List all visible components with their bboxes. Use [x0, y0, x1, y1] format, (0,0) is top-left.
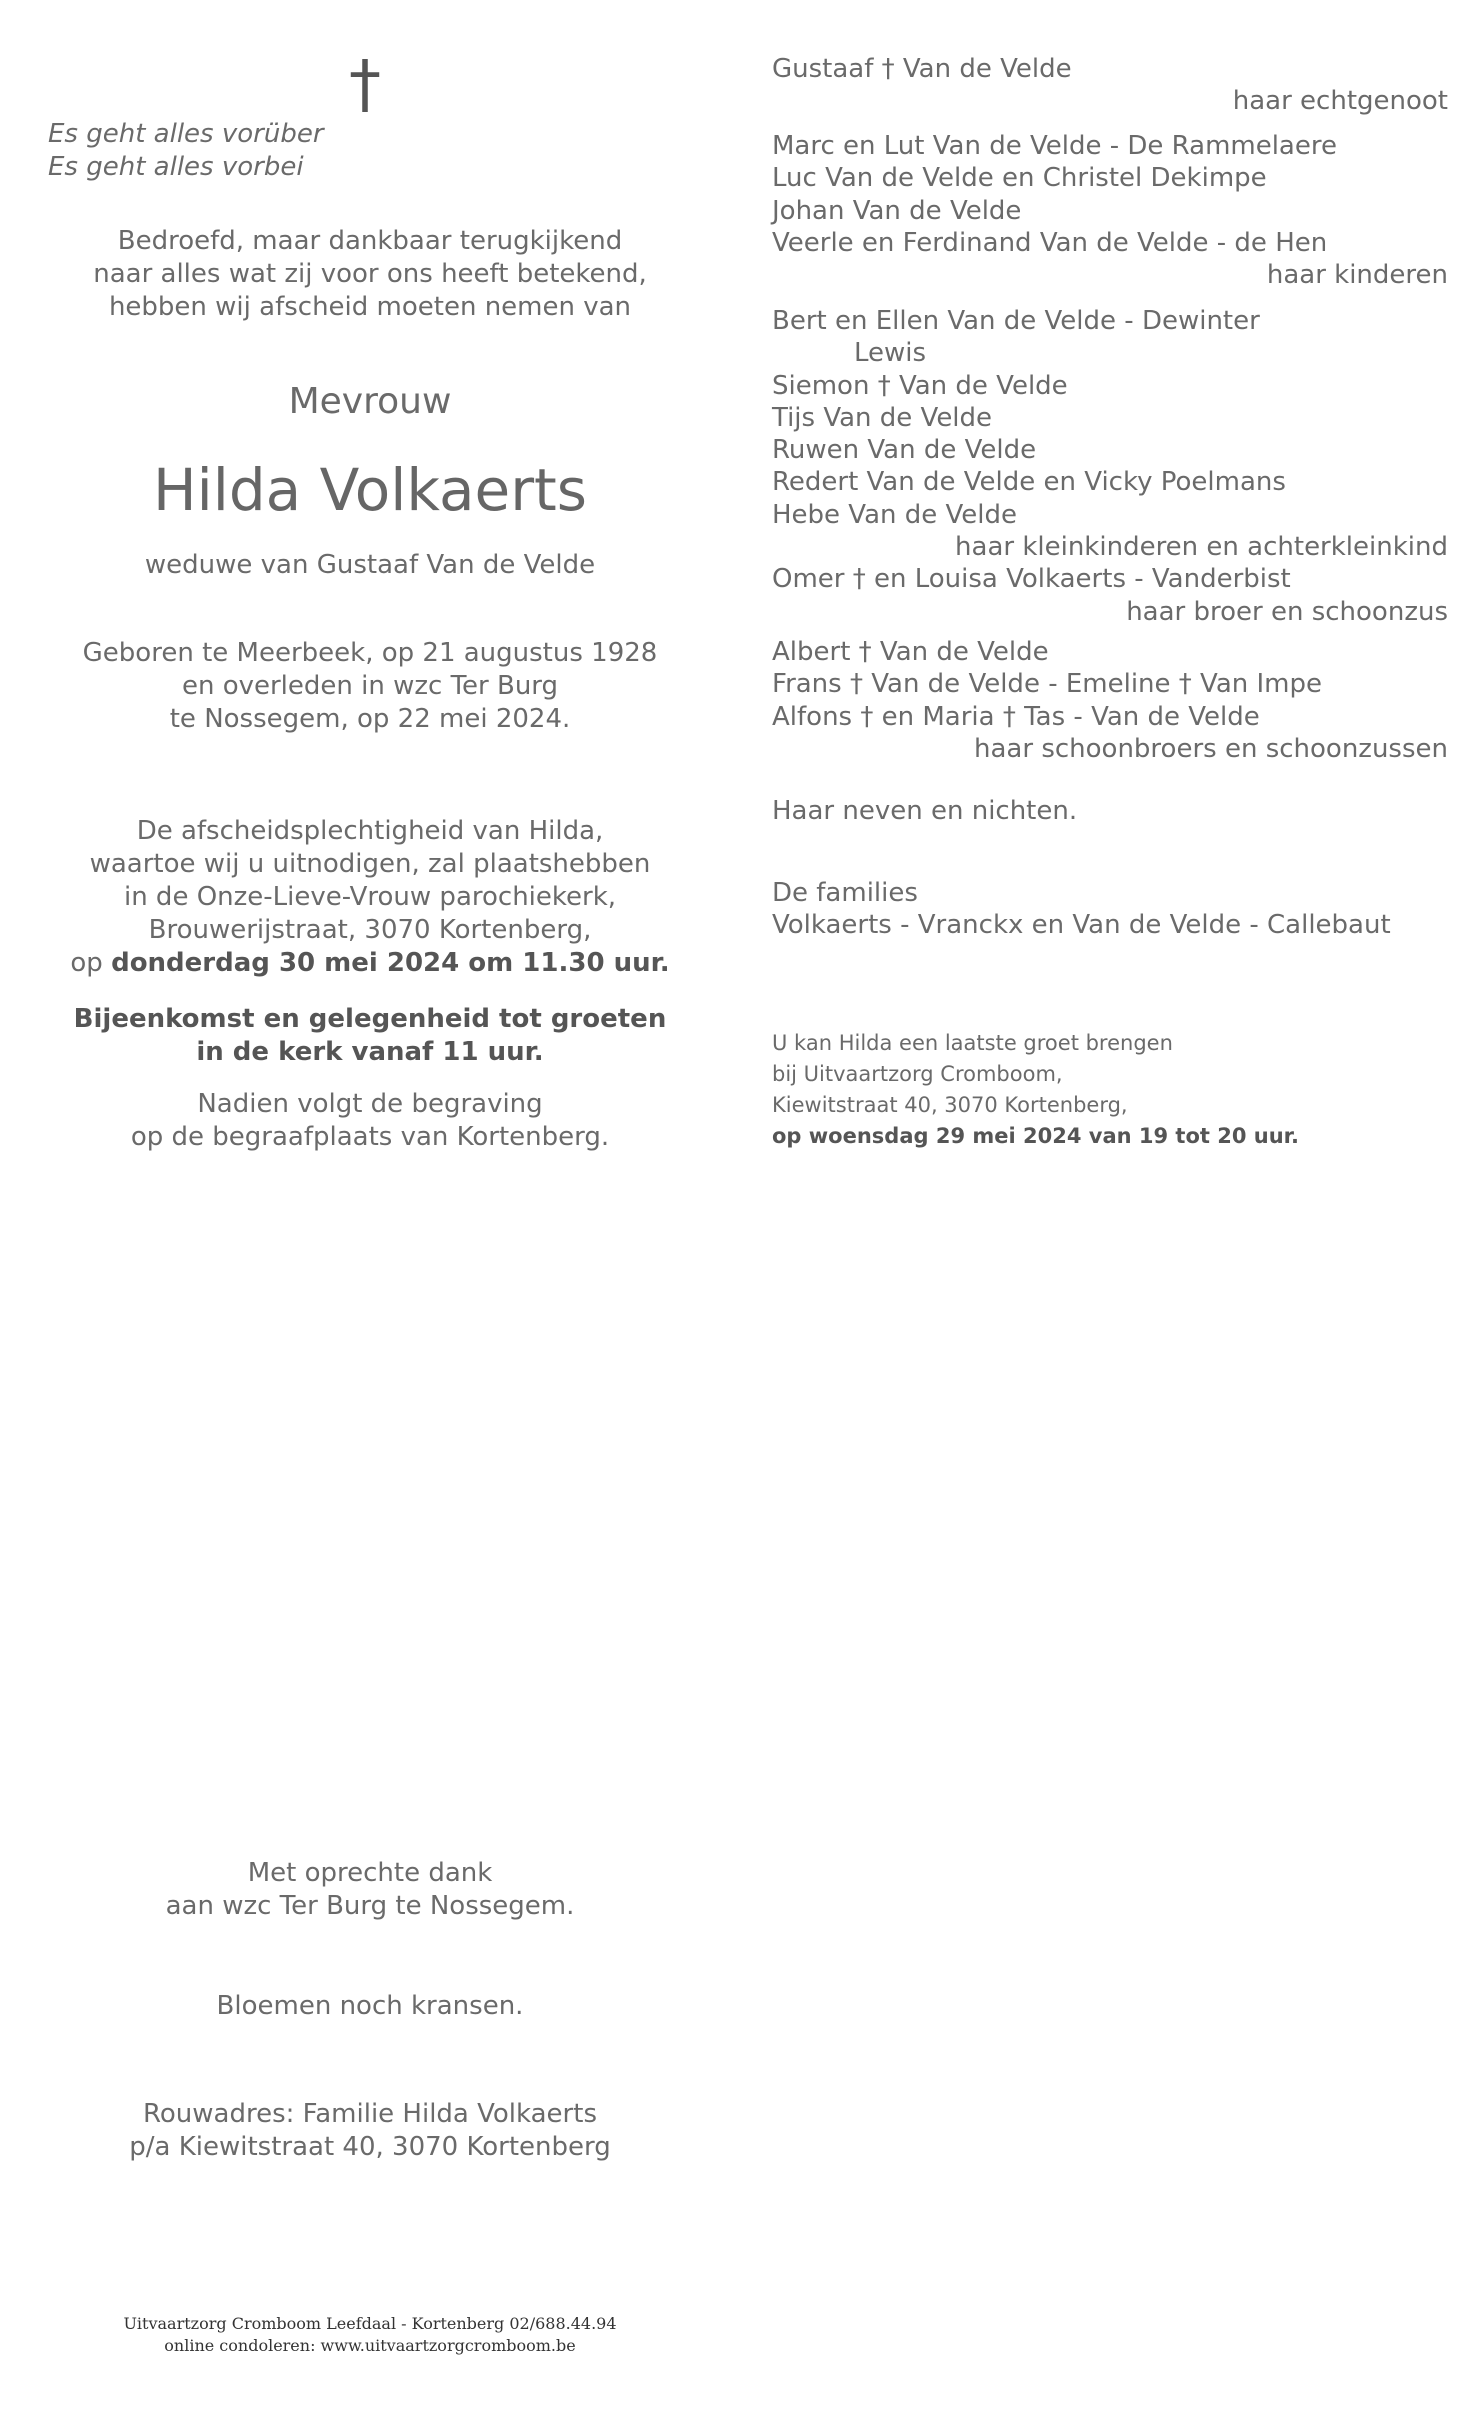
families-line: De families [772, 878, 918, 908]
birth-line: Geboren te Meerbeek, op 21 augustus 1928 [82, 638, 658, 668]
intro-line: hebben wij afscheid moeten nemen van [108, 292, 632, 322]
ceremony-line: waartoe wij u uitnodigen, zal plaatshebben [89, 849, 651, 879]
relation-label: haar echtgenoot [1232, 86, 1448, 117]
visitation-date: op woensdag 29 mei 2024 van 19 tot 20 uur. [772, 1124, 1300, 1148]
footer-line: Uitvaartzorg Cromboom Leefdaal - Kortenberg 02/688.44.94 [123, 2314, 617, 2333]
family-member: Alfons † en Maria † Tas - Van de Velde [772, 701, 1260, 732]
gathering-line: Bijeenkomst en gelegenheid tot groeten [73, 1004, 667, 1034]
family-member: Albert † Van de Velde [772, 637, 1049, 667]
family-member: Tijs Van de Velde [772, 402, 993, 433]
family-spouse [772, 53, 1448, 118]
family-children [772, 130, 1448, 291]
burial-line: op de begraafplaats van Kortenberg. [130, 1122, 610, 1152]
address-line: p/a Kiewitstraat 40, 3070 Kortenberg [129, 2132, 611, 2162]
family-member: Frans † Van de Velde - Emeline † Van Impe [772, 669, 1322, 700]
gathering-text [30, 1003, 710, 1069]
family-member: Lewis [854, 338, 927, 369]
burial-text [30, 1088, 710, 1154]
ceremony-date-line [30, 947, 710, 980]
ceremony-line: Brouwerijstraat, 3070 Kortenberg, [148, 915, 592, 945]
thanks-line: Met oprechte dank [247, 1858, 493, 1888]
intro-text [30, 225, 710, 324]
quote-line: Es geht alles vorüber [48, 119, 324, 149]
family-member: Bert en Ellen Van de Velde - Dewinter [772, 306, 1260, 336]
visitation-line: bij Uitvaartzorg Cromboom, [772, 1062, 1063, 1086]
relation-label: haar schoonbroers en schoonzussen [974, 733, 1448, 764]
address-line: Rouwadres: Familie Hilda Volkaerts [143, 2099, 597, 2129]
ceremony-line: De afscheidsplechtigheid van Hilda, [136, 816, 604, 846]
birth-death-text [30, 637, 710, 736]
family-in-laws [772, 636, 1448, 765]
family-member: Omer † en Louisa Volkaerts - Vanderbist [772, 564, 1291, 595]
visitation-line: U kan Hilda een laatste groet brengen [772, 1031, 1173, 1055]
quote [48, 118, 324, 184]
family-member: Veerle en Ferdinand Van de Velde - de Hen [772, 227, 1328, 258]
thanks-line: aan wzc Ter Burg te Nossegem. [165, 1891, 575, 1921]
intro-line: Bedroefd, maar dankbaar terugkijkend [117, 226, 623, 256]
family-member: Hebe Van de Velde [772, 499, 1018, 530]
relation-label: haar kleinkinderen en achterkleinkind [955, 532, 1448, 563]
nieces-nephews: Haar neven en nichten. [772, 796, 1078, 826]
ceremony-date: donderdag 30 mei 2024 om 11.30 uur. [111, 948, 670, 978]
family-member: Gustaaf † Van de Velde [772, 54, 1072, 84]
family-member: Ruwen Van de Velde [772, 435, 1037, 466]
thanks-text [30, 1857, 710, 1923]
cross-icon: † [349, 48, 381, 122]
ceremony-text [30, 815, 710, 980]
family-member: Redert Van de Velde en Vicky Poelmans [772, 467, 1286, 498]
ceremony-line: in de Onze-Lieve-Vrouw parochiekerk, [123, 882, 617, 912]
relation-label: haar kinderen [1266, 260, 1448, 291]
address-text [30, 2098, 710, 2164]
birth-line: te Nossegem, op 22 mei 2024. [169, 704, 571, 734]
footer-line: online condoleren: www.uitvaartzorgcromboom.be [164, 2336, 576, 2355]
family-member: Johan Van de Velde [772, 195, 1022, 226]
salutation: Mevrouw [288, 381, 452, 422]
widow-line: weduwe van Gustaaf Van de Velde [144, 550, 596, 580]
relation-label: haar broer en schoonzus [1126, 596, 1448, 627]
quote-line: Es geht alles vorbei [48, 152, 304, 182]
burial-line: Nadien volgt de begraving [197, 1089, 543, 1119]
funeral-home-footer [30, 2313, 710, 2357]
flowers-text: Bloemen noch kransen. [216, 1991, 524, 2021]
ceremony-prefix: op [70, 948, 112, 978]
birth-line: en overleden in wzc Ter Burg [181, 671, 559, 701]
gathering-line: in de kerk vanaf 11 uur. [196, 1037, 544, 1067]
visitation-text [772, 1028, 1448, 1152]
family-member: Siemon † Van de Velde [772, 370, 1068, 401]
families-text [772, 877, 1448, 942]
family-grandchildren [772, 305, 1448, 628]
families-line: Volkaerts - Vranckx en Van de Velde - Callebaut [772, 910, 1391, 941]
family-member: Marc en Lut Van de Velde - De Rammelaere [772, 131, 1337, 161]
family-member: Luc Van de Velde en Christel Dekimpe [772, 163, 1267, 194]
deceased-name: Hilda Volkaerts [152, 456, 587, 524]
visitation-line: Kiewitstraat 40, 3070 Kortenberg, [772, 1093, 1128, 1117]
intro-line: naar alles wat zij voor ons heeft betekend, [93, 259, 647, 289]
